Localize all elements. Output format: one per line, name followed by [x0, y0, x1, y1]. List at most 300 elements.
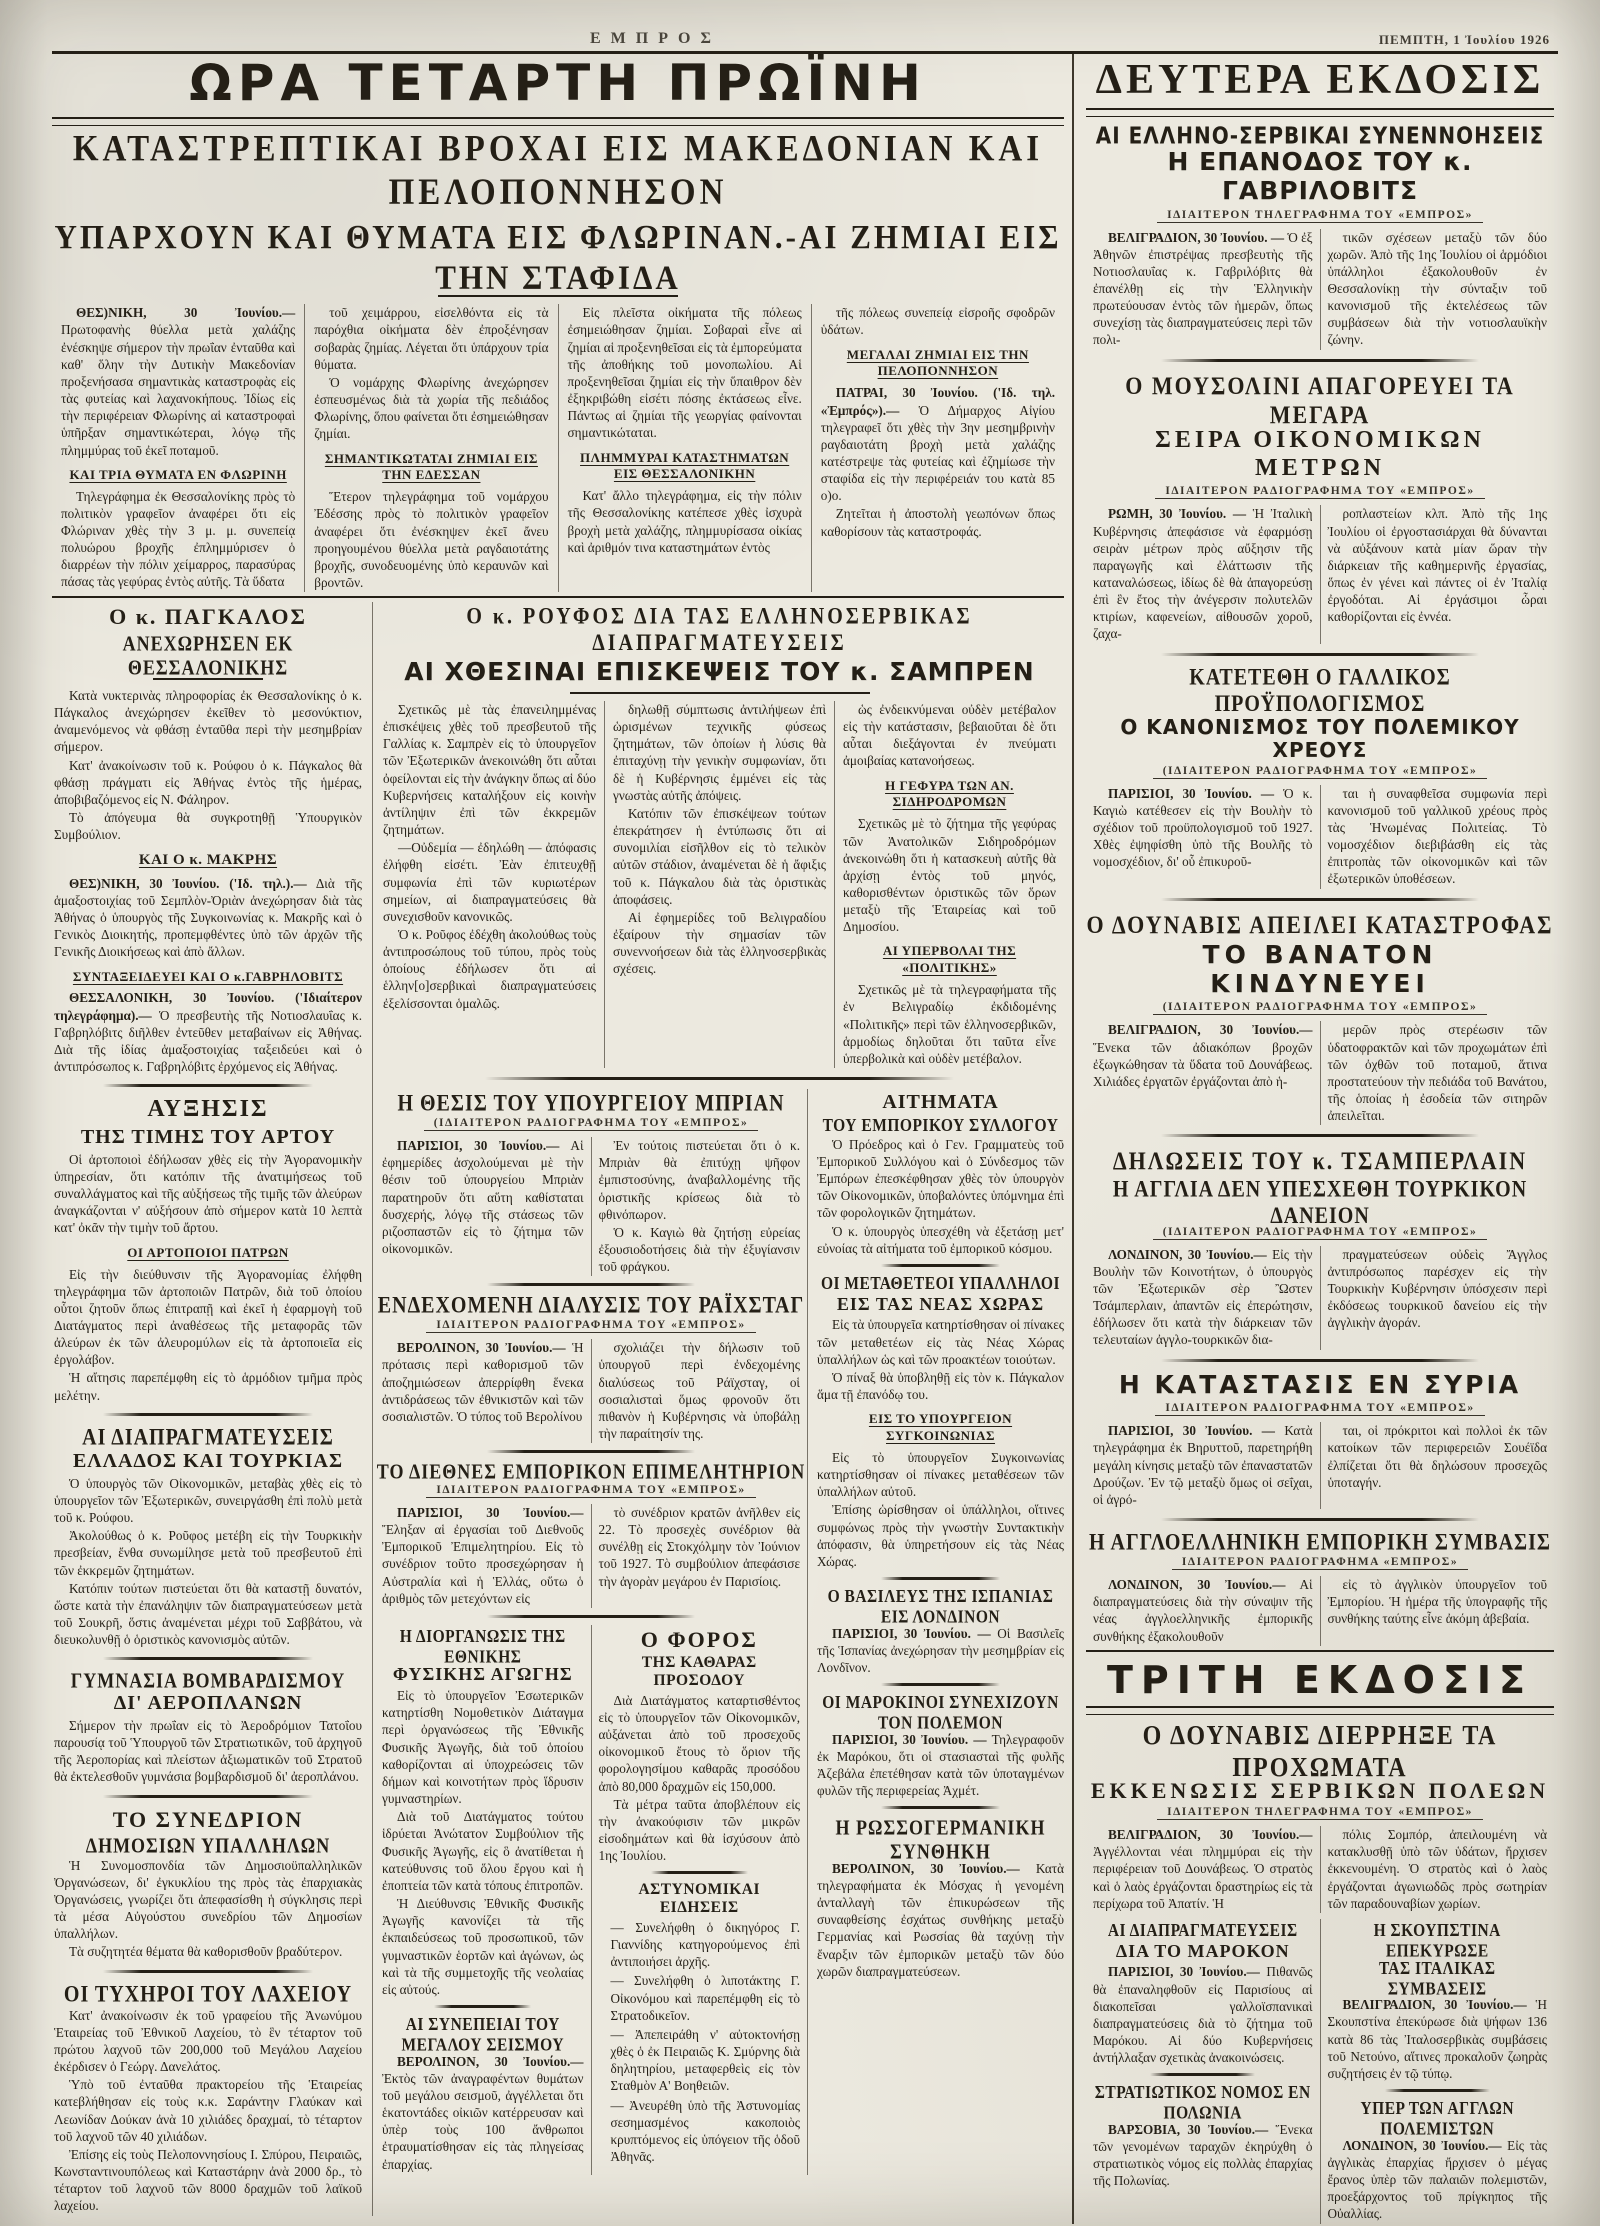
article-income-tax: [599, 1627, 801, 1864]
divider: [103, 1084, 312, 1087]
lottery-headline: ΟΙ ΤΥΧΗΡΟΙ ΤΟΥ ΛΑΧΕΙΟΥ: [63, 1981, 353, 2007]
paragraph: Κατὰ νυκτερινὰς πληροφορίας ἐκ Θεσσαλονίκης ὁ κ. Πάγκαλος ἀνεχώρησεν ἐκεῖθεν τὸ μεσονύκτιον, ἀναμενόμενος νὰ φθάσῃ ἐνταῦθα περὶ τὴν μεσημβρίαν σήμερον.: [54, 687, 362, 755]
mussolini-body: [1086, 505, 1554, 643]
paragraph: [382, 2053, 584, 2173]
paragraph-list: [599, 1339, 801, 1442]
chamberlain-col-right: [1320, 1246, 1555, 1350]
divider: [434, 2005, 531, 2008]
paragraph-list: [314, 488, 548, 591]
congress-headline-2: ΔΗΜΟΣΙΩΝ ΥΠΑΛΛΗΛΩΝ: [85, 1833, 331, 1857]
paragraph: ται ἡ συναφθεῖσα συμφωνία περὶ κανονισμοῦ τοῦ γαλλικοῦ χρέους πρὸς τὰς Ἡνωμένας Πολιτείας. Τὸ νομοσχέδιον διεβιβάσθη εἰς τὰς ἐπιτροπὰς τῶν οἰκονομικῶν καὶ τῶν ἐξωτερικῶν ὑποθέσεων.: [1327, 785, 1547, 887]
paragraph: Εἰς πλεῖστα οἰκήματα τῆς πόλεως ἐσημειώθησαν ζημίαι. Σοβαραὶ εἶνε αἱ ζημίαι αἱ προξενηθεῖσαι εἰς τὰ ἐμπορεύματα τῆς ἀποθήκης τοῦ μονοπωλίου. Αἱ προξενηθεῖσαι ζημίαι εἰς τὴν ὕπαιθρον δὲν ἐξηκριβώθη εἰσέτι πόσης ἐκτάσεως εἶνε. Πάντως αἱ ζημίαι τῆς γεωργίας φαίνονται σημαντικώταται.: [567, 305, 802, 441]
mid-lower: [375, 1089, 1064, 2175]
danube2-headline-1: Ο ΔΟΥΝΑΒΙΣ ΔΙΕΡΡΗΞΕ ΤΑ ΠΡΟΧΩΜΑΤΑ: [1142, 1720, 1498, 1783]
divider: [1161, 1134, 1479, 1137]
paragraph-list: [382, 1687, 584, 1998]
paragraph: [1093, 229, 1313, 349]
article-chamberlain-statements: [1086, 1146, 1554, 1349]
dateline: ΒΕΛΙΓΡΑΔΙΟΝ, 30 Ἰουνίου.—: [1108, 1827, 1313, 1843]
paragraph: δηλωθῇ σύμπτωσις ἀντιλήψεων ἐπὶ ὡρισμένων τεχνικῆς φύσεως ζητημάτων, τῶν ὁποίων ἡ λύσις θὰ ἐπιταχύνῃ τὴν γενικὴν συμφωνίαν, ὅτι δὲ ἡ Κυβέρνησις ἐμμένει εἰς τὰς γνωστὰς αὐτῆς ἀπόψεις.: [613, 701, 826, 803]
paragraph-list: [599, 1137, 801, 1275]
lead-text: Ἕνεκα τῶν ἀδιακόπων βροχῶν ἐξωγκώθησαν τὰ ὕδατα τοῦ Δουνάβεως. Χιλιάδες ἐργατῶν ἐργάζονται ἀπὸ ἡ-: [1093, 1039, 1313, 1089]
physed-headline-1: Η ΔΙΟΡΓΑΝΩΣΙΣ ΤΗΣ ΕΘΝΙΚΗΣ: [399, 1626, 566, 1667]
dateline: ΒΕΛΙΓΡΑΔΙΟΝ, 30 Ἰουνίου.—: [1342, 1997, 1527, 2013]
paragraph: [1093, 505, 1313, 642]
divider: [103, 1413, 312, 1416]
divider: [1086, 108, 1554, 117]
paragraph-list: [1328, 229, 1548, 349]
trade-col-left: [1086, 1576, 1320, 1646]
dateline: ΘΕΣΣΑΛΟΝΙΚΗ, 30 Ἰουνίου. ('Ιδιαίτερον τηλεγράφημα).—: [54, 990, 362, 1023]
right-bottom-right: [1320, 1919, 1555, 2224]
divider: [485, 1077, 954, 1080]
storm-body: [52, 304, 1064, 592]
article-anglo-greek-trade: [1086, 1530, 1554, 1646]
lead-text: Κατὰ τηλεγράφημα ἐκ Βηρυττοῦ, παρετηρήθη μεγάλη κίνησις μεταξὺ τῶν ἐπαναστατῶν Δρούζων. Ἐν τῷ μεταξὺ ὅμως οἱ σεΐχαι, οἱ ἀγρό-: [1093, 1423, 1313, 1507]
dateline: ΛΟΝΔΙΝΟΝ, 30 Ἰουνίου.—: [1108, 1246, 1267, 1262]
center-column: [375, 1089, 807, 2175]
paragraph: Ἀκολούθως ὁ κ. Ροῦφος μετέβη εἰς τὴν Τουρκικὴν πρεσβείαν, ἔνθα συνωμίλησε μετὰ τοῦ πρεσβευτοῦ ἐπὶ τῶν ἐκκρεμῶν ζητημάτων.: [54, 1528, 362, 1578]
quake-headline: ΑΙ ΣΥΝΕΠΕΙΑΙ ΤΟΥ ΜΕΓΑΛΟΥ ΣΕΙΣΜΟΥ: [401, 2014, 565, 2056]
reichstag-kicker: ΙΔΙΑΙΤΕΡΟΝ ΡΑΔΙΟΓΡΑΦΗΜΑ ΤΟΥ «ΕΜΠΡΟΣ»: [426, 1319, 755, 1333]
right-bottom-columns: [1086, 1919, 1554, 2224]
lead-text: Αἱ ἐφημερίδες ἀσχολούμεναι μὲ τὴν θέσιν τοῦ ὑπουργείου Μπριὰν παρατηροῦν ὅτι αὕτη καθίσταται δυσχερής, λόγῳ τῆς στάσεως τῶν ριζοσπαστῶν εἰς τὸ ζήτημα τῶν οἰκονομικῶν.: [382, 1138, 584, 1256]
storm-col-4: [811, 304, 1064, 592]
sambren-headline: ΑΙ ΧΘΕΣΙΝΑΙ ΕΠΙΣΚΕΨΕΙΣ ΤΟΥ κ. ΣΑΜΠΡΕΝ: [404, 657, 1035, 687]
lead-text: Πρωτοφανὴς θύελλα μετὰ χαλάζης ἐνέσκηψε σήμερον τὴν πρωΐαν ἐνταῦθα καὶ καθ' ὅλην τὴν Δυτικὴν Μακεδονίαν προξενήσασα σημαντικὰς καταστροφὰς εἰς τὰς φυτείας καὶ λαχανοκήπους. Ἰδίως εἰς τὴν περιφέρειαν Φλωρίνης αἱ καταστροφαὶ ὑπῆρξαν σημαντικώτεραι, λόγῳ τῆς πλημμύρας τοῦ ἐκεῖ ποταμοῦ.: [61, 322, 296, 458]
article-danube-threat: [1086, 910, 1554, 1126]
dateline: ΠΑΤΡΑΙ, 30 Ἰουνίου. ('Ιδ. τηλ. «Ἐμπρός»).—: [820, 385, 1055, 418]
lead-text: Ἔληξαν αἱ ἐργασίαι τοῦ Διεθνοῦς Ἐμπορικοῦ Ἐπιμελητηρίου. Εἰς τὸ συνέδριον τοῦτο προσεχώρησαν ἡ Αὐστραλία καὶ ἡ Ἑλλάς, οὕτω ὁ ἀριθμὸς τῶν μετεχόντων εἰς: [382, 1522, 584, 1606]
paragraph: [817, 1731, 1064, 1800]
lead-text: Ὁ πρεσβευτὴς τῆς Νοτιοσλαυΐας κ. Γαβρηλόβιτς διῆλθεν ἐντεῦθεν μεταβαίνων εἰς Ἀθήνας. Διὰ τῆς ἰδίας ἁμαξοστοιχίας ταξειδεύει καὶ ὁ ἀντιπρόσωπος κ. Γαβρηλόβιτς ἐρχόμενος εἰς Ἀθήνας.: [54, 1007, 362, 1075]
paragraph-list: [314, 304, 548, 442]
chamber-body: [375, 1504, 807, 1608]
paragraph: Ἕτερον τηλεγράφημα τοῦ νομάρχου Ἐδέσσης πρὸς τὸ πολιτικὸν γραφεῖον ἀναφέρει ὅτι ἐνέσκηψεν ἐκεῖ ἄνευ προηγουμένου θύελλα μετὰ ραγδαιοτάτης βροχῆς, συνοδευομένης ὑπὸ κεραυνῶν καὶ βροντῶν.: [314, 489, 549, 591]
article-earthquake: [382, 2015, 584, 2173]
paragraph: Σήμερον τὴν πρωΐαν εἰς τὸ Ἀεροδρόμιον Τατοΐου παρουσίᾳ τοῦ Ὑπουργοῦ τῶν Στρατιωτικῶν, τοῦ ἀρχηγοῦ τῆς Ἀεροπορίας καὶ πλείστων ἀξιωματικῶν τοῦ Στρατοῦ θὰ ἐκτελεσθοῦν γυμνάσια βομβαρδισμοῦ δι' ἀεροπλάνου.: [54, 1718, 362, 1785]
paragraph-list: [1328, 1826, 1548, 1912]
bread-headline-2: ΤΗΣ ΤΙΜΗΣ ΤΟΥ ΑΡΤΟΥ: [80, 1125, 336, 1148]
mussolini-kicker: ΙΔΙΑΙΤΕΡΟΝ ΡΑΔΙΟΓΡΑΦΗΜΑ ΤΟΥ «ΕΜΠΡΟΣ»: [1155, 485, 1484, 499]
paragraph: Διὰ τοῦ Διατάγματος τούτου ἱδρύεται Ἀνώτατον Συμβούλιον τῆς Φυσικῆς Ἀγωγῆς, εἰς ὃ ἀνατίθεται ἡ κατεύθυνσις τοῦ ὅλου ἔργου καὶ ἡ ἐποπτεία τῶν κατὰ τόπους ἐπιτροπῶν.: [382, 1809, 584, 1893]
roufos-col-b: [375, 701, 604, 1068]
chamber-kicker: ΙΔΙΑΙΤΕΡΟΝ ΡΑΔΙΟΓΡΑΦΗΜΑ ΤΟΥ «ΕΜΠΡΟΣ»: [426, 1484, 755, 1498]
serb-body: [1086, 229, 1554, 350]
paragraph: [382, 1137, 584, 1257]
paragraph-list: [54, 1717, 362, 1786]
danube2-kicker: ΙΔΙΑΙΤΕΡΟΝ ΤΗΛΕΓΡΑΦΗΜΑ ΤΟΥ «ΕΜΠΡΟΣ»: [1157, 1806, 1483, 1820]
article-reichstag: [375, 1293, 807, 1443]
right-bottom-left: [1086, 1919, 1320, 2224]
paragraph: Τὰ συζητητέα θέματα θὰ καθορισθοῦν βραδύτερον.: [69, 1944, 343, 1960]
paragraph: τὸ συνέδριον κρατῶν ἀνῆλθεν εἰς 22. Τὸ προσεχὲς συνέδριον θὰ συνέλθῃ εἰς Στοκχόλμην τὸν Ἰούνιον τοῦ 1927. Τὸ συμβούλιον ἀπεφάσισε τὴν ἀγορὰν μεγάρου ἐν Παρισίοις.: [598, 1504, 800, 1589]
lead-text: Ἐκτὸς τῶν ἀναγραφέντων θυμάτων τοῦ μεγάλου σεισμοῦ, ἀγγέλλεται ὅτι ἑκατοντάδες οἰκιῶν κατέρρευσαν καὶ ὑπὲρ τοὺς 100 ἄνθρωποι ἐτραυματίσθησαν εἰς τὰς πληγείσας ἐπαρχίας.: [382, 2070, 584, 2172]
police-item: — Συνελήφθη ὁ δικηγόρος Γ. Γιαννίδης κατηγορούμενος ἐπὶ ἀντιποιήσει ἀρχῆς.: [610, 1919, 800, 1970]
subhead: ΣΗΜΑΝΤΙΚΩΤΑΤΑΙ ΖΗΜΙΑΙ ΕΙΣ ΤΗΝ ΕΔΕΣΣΑΝ: [324, 450, 538, 483]
paragraph: Σχετικῶς μὲ τὰ τηλεγραφήματα τῆς ἐν Βελιγραδίῳ ἐκδιδομένης «Πολιτικῆς» περὶ τῶν ἑλληνοσερβικῶν, ἁρμοδίως δηλοῦται ὅτι ταῦτα εἶνε ὑπερβολικὰ καὶ οὐδὲν μετέβαλον.: [843, 982, 1056, 1066]
merchants-headline-1: ΑΙΤΗΜΑΤΑ: [882, 1091, 999, 1114]
article-lottery-winners: [54, 1982, 362, 2215]
police-items: [599, 1919, 801, 2165]
paragraph: Ὑπὸ τοῦ ἐνταῦθα πρακτορείου τῆς Ἑταιρείας κατεβλήθησαν εἰς τοὺς κ.κ. Σαράντην Γλαύκαν καὶ Λεωνίδαν Δούκαν ἀνὰ 10 χιλιάδες δραχμαί, τὸ τέταρτον τοῦ λαχνοῦ τῶν 40 χιλιάδων.: [54, 2077, 362, 2144]
lead-text: Ἡ Ἰταλικὴ Κυβέρνησις ἀπεφάσισε νὰ ἐφαρμόσῃ σειρὰν μέτρων πρὸς αὔξησιν τῆς παραγωγῆς καὶ ἐλάττωσιν τῆς καταναλώσεως, ἰδίως δὲ θὰ ἀπαγορεύσῃ ἐπὶ ἓν ἔτος τὴν ἀνέγερσιν πολυτελῶν κτιρίων, καφενείων, αἰθουσῶν χοροῦ, ζαχα-: [1093, 506, 1313, 642]
chamber-headline: ΤΟ ΔΙΕΘΝΕΣ ΕΜΠΟΡΙΚΟΝ ΕΠΙΜΕΛΗΤΗΡΙΟΝ: [376, 1460, 806, 1484]
paragraph: ται, οἱ πρόκριτοι καὶ πολλοὶ ἐκ τῶν κατοίκων τῶν περιφερειῶν Σουέϊδα ἐλπίζεται ὅτι θὰ δηλώσουν προσεχῶς ὑποταγήν.: [1327, 1423, 1547, 1490]
paragraph: Τὸ ἀπόγευμα θὰ συγκροτηθῇ Ὑπουργικὸν Συμβούλιον.: [54, 809, 362, 843]
veterans-headline: ΥΠΕΡ ΤΩΝ ΑΓΓΛΩΝ ΠΟΛΕΜΙΣΤΩΝ: [1360, 2098, 1515, 2140]
article-moroccans-continue-war: [817, 1693, 1064, 1799]
budget-kicker: (ΙΔΙΑΙΤΕΡΟΝ ΡΑΔΙΟΓΡΑΦΗΜΑ ΤΟΥ «ΕΜΠΡΟΣ»: [1153, 765, 1488, 779]
chamberlain-headline-1: ΔΗΛΩΣΕΙΣ ΤΟΥ κ. ΤΣΑΜΠΕΡΛΑΙΝ: [1112, 1146, 1528, 1176]
article-storms: [52, 128, 1064, 592]
morocco-neg-headline-2: ΔΙΑ ΤΟ ΜΑΡΟΚΟΝ: [1115, 1940, 1290, 1961]
transfers-headline-2: ΕΙΣ ΤΑΣ ΝΕΑΣ ΧΩΡΑΣ: [836, 1293, 1045, 1314]
dateline: ΠΑΡΙΣΙΟΙ, 30 Ἰουνίου. —: [1108, 785, 1275, 801]
storm-headline-2: ΥΠΑΡΧΟΥΝ ΚΑΙ ΘΥΜΑΤΑ ΕΙΣ ΦΛΩΡΙΝΑΝ.-ΑΙ ΖΗΜΙΑΙ ΕΙΣ ΤΗΝ ΣΤΑΦΙΔΑ: [54, 216, 1062, 297]
chamberlain-kicker: (ΙΔΙΑΙΤΕΡΟΝ ΡΑΔΙΟΓΡΑΦΗΜΑ ΤΟΥ «ΕΜΠΡΟΣ»: [1153, 1226, 1488, 1240]
danube-col-left: [1086, 1021, 1320, 1125]
divider: [1161, 1359, 1479, 1362]
lead-text: Οἱ Βασιλεῖς τῆς Ἱσπανίας ἀνεχώρησαν τὴν μεσημβρίαν εἰς Λονδῖνον.: [817, 1625, 1065, 1676]
paragraph-list: [817, 1316, 1064, 1403]
issue-date: ΠΕΜΠΤΗ, 1 Ἰουλίου 1926: [1378, 32, 1550, 47]
danube2-col-left: [1086, 1826, 1320, 1913]
paragraph: Ὁ πίναξ θὰ ὑποβληθῇ εἰς τὸν κ. Πάγκαλον ἅμα τῇ ἐπανόδῳ του.: [817, 1369, 1064, 1403]
paragraph: Ἡ Συνομοσπονδία τῶν Δημοσιοϋπαλληλικῶν Ὀργανώσεων, δι' ἐγκυκλίου της πρὸς τὰς ἐπαρχιακὰς Ὀργανώσεις, γνωρίζει ὅτι ἀπεφασίσθη ἡ σύγκλησις περὶ τὰ μέσα Αὐγούστου συνεδρίου τῶν Δημοσίων ὑπαλλήλων.: [54, 1857, 362, 1942]
paragraph: Εἰς τὰ ὑπουργεῖα κατηρτίσθησαν οἱ πίνακες τῶν μεταθετέων εἰς τὰς Νέας Χώρας ὑπαλλήλων ὡς καὶ τῶν προακτέων τοιούτων.: [817, 1317, 1064, 1367]
trade-kicker: ΙΔΙΑΙΤΕΡΟΝ ΡΑΔΙΟΓΡΑΦΗΜΑ «ΕΜΠΡΟΣ»: [1172, 1556, 1468, 1570]
police-headline: ΑΣΤΥΝΟΜΙΚΑΙ ΕΙΔΗΣΕΙΣ: [638, 1881, 761, 1917]
page-columns: [52, 54, 1558, 2224]
dateline: ΒΕΡΟΛΙΝΟΝ, 30 Ἰουνίου.—: [397, 1340, 566, 1356]
paragraph-list: [54, 1857, 362, 1961]
paragraph: [1093, 1576, 1313, 1645]
reichstag-body: [375, 1339, 807, 1443]
syria-col-left: [1086, 1422, 1320, 1509]
paragraph: Διὰ Διατάγματος καταρτισθέντος εἰς τὸ ὑπουργεῖον τῶν Οἰκονομικῶν, αὐξάνεται ἀπὸ τοῦ προσεχοῦς οἰκονομικοῦ ἔτους τὸ ὅριον τῆς φορολογησίμου καθαρᾶς προσόδου ἀπὸ 80,000 δραχμῶν εἰς 150,000.: [598, 1692, 800, 1794]
divider: [881, 1683, 1000, 1686]
paragraph: Ἐν τούτοις πιστεύεται ὅτι ὁ κ. Μπριὰν θὰ ἐπιτύχῃ ψῆφον ἐμπιστοσύνης, ἀναβαλλομένης τῆς ὁριστικῆς κρίσεως διὰ τὸ φθινόπωρον.: [598, 1138, 800, 1222]
paragraph-list: [568, 487, 802, 556]
lead-text: Εἰς τὴν Βουλὴν τῶν Κοινοτήτων, ὁ ὑπουργὸς τῶν Ἐξωτερικῶν σὲρ Ὢστεν Τσάμπερλαιν, ἀπαντῶν εἰς ἐπερώτησιν, ἐδήλωσεν ὅτι κατὰ τὴν διάρκειαν τῶν τελευταίων ἀγγλο-τουρκικῶν δια-: [1093, 1246, 1313, 1348]
dateline: ΛΟΝΔΙΝΟΝ, 30 Ἰουνίου.—: [1108, 1577, 1286, 1593]
morocco-war-headline: ΟΙ ΜΑΡΟΚΙΝΟΙ ΣΥΝΕΧΙΖΟΥΝ ΤΟΝ ΠΟΛΕΜΟΝ: [822, 1693, 1059, 1734]
paragraph: [1093, 785, 1313, 871]
transfers-headline-1: ΟΙ ΜΕΤΑΘΕΤΕΟΙ ΥΠΑΛΛΗΛΟΙ: [820, 1273, 1061, 1294]
roufos-col-c: [604, 701, 834, 1068]
paragraph: [61, 304, 295, 458]
paragraph-list: [54, 2007, 362, 2215]
paragraph: [382, 1339, 584, 1425]
paragraph-list: [1328, 1246, 1548, 1332]
lead-text: Πιθανῶς θὰ ἐπαναληφθοῦν εἰς Παρισίους αἱ διακοπεῖσαι γαλλοϊσπανικαὶ διαπραγματεύσεις διὰ τὸ ζήτημα τοῦ Μαρόκου. Αἱ δύο Κυβερνήσεις ἀντήλλαξαν σχετικὰς ἀνακοινώσεις.: [1093, 1964, 1313, 2066]
merchants-headline-2: ΤΟΥ ΕΜΠΟΡΙΚΟΥ ΣΥΛΛΟΓΟΥ: [822, 1116, 1059, 1136]
danube-col-right: [1320, 1021, 1555, 1125]
roufos-col-d: [834, 701, 1064, 1068]
physed-headline-2: ΦΥΣΙΚΗΣ ΑΓΩΓΗΣ: [392, 1664, 573, 1685]
divider: [1150, 2073, 1255, 2076]
mussolini-col-right: [1320, 505, 1555, 643]
article-bombing-drills: [54, 1669, 362, 1785]
dateline: ΠΑΡΙΣΙΟΙ, 30 Ἰουνίου. —: [1108, 1423, 1275, 1439]
subhead: ΚΑΙ Ο κ. ΜΑΚΡΗΣ: [138, 852, 278, 869]
paragraph: ὡς ἐνδεικνύμεναι οὐδὲν μετέβαλον εἰς τὴν κατάστασιν, βεβαιοῦται δὲ ὅτι αὗται διεξάγονται ἐν πνεύματι ἀμοιβαίας κατανοήσεως.: [843, 701, 1056, 769]
briand-body: [375, 1137, 807, 1276]
article-merchants-association: [817, 1091, 1064, 1257]
serb-col-right: [1320, 229, 1555, 350]
divider: [52, 596, 1064, 598]
paragraph: [1093, 1826, 1313, 1912]
paragraph-list: [1328, 785, 1548, 888]
subhead: ΠΛΗΜΜΥΡΑΙ ΚΑΤΑΣΤΗΜΑΤΩΝ ΕΙΣ ΘΕΣΣΑΛΟΝΙΚΗΝ: [580, 449, 790, 482]
article-civil-servants-congress: [54, 1807, 362, 1961]
dateline: ΘΕΣ)ΝΙΚΗ, 30 Ἰουνίου. ('Ιδ. τηλ.).—: [69, 875, 307, 891]
roufos-kicker-headline: Ο κ. ΡΟΥΦΟΣ ΔΙΑ ΤΑΣ ΕΛΛΗΝΟΣΕΡΒΙΚΑΣ ΔΙΑΠΡΑΓΜΑΤΕΥΣΕΙΣ: [466, 604, 973, 656]
center-half-row: [375, 1625, 807, 2175]
subhead: ΣΥΝΤΑΞΕΙΔΕΥΕΙ ΚΑΙ Ο κ.ΓΑΒΡΗΛΟΒΙΤΣ: [72, 968, 344, 984]
paragraph-list: [54, 687, 362, 843]
paragraph: πόλις Σομπόρ, ἀπειλουμένη νὰ κατακλυσθῇ ὑπὸ τῶν ὑδάτων, ἤρχισεν ἐκκενουμένη. Ὁ στρατὸς καὶ ὁ λαὸς ἐργάζονται ἀγωνιωδῶς πρὸς σωτηρίαν τῶν παραδουναβίων χωρίων.: [1327, 1827, 1547, 1911]
paragraph: [817, 1625, 1064, 1676]
paragraph: Αἱ ἐφημερίδες τοῦ Βελιγραδίου ἐξαίρουν τὴν σημασίαν τῶν συνεννοήσεων διὰ τὰς ἑλληνοσερβικὰς σχέσεις.: [613, 909, 826, 977]
column-d: [807, 1089, 1064, 2175]
article-greek-turkish-negotiations: [54, 1425, 362, 1649]
trade-col-right: [1320, 1576, 1555, 1646]
paragraph: [1093, 1963, 1313, 2066]
mussolini-headline-2: ΣΕΙΡΑ ΟΙΚΟΝΟΜΙΚΩΝ ΜΕΤΡΩΝ: [1155, 427, 1485, 481]
paragraph-list: [1328, 1576, 1548, 1627]
article-briand: [375, 1091, 807, 1276]
dateline: ΠΑΡΙΣΙΟΙ, 30 Ἰουνίου.—: [397, 1504, 584, 1520]
section-main: [52, 54, 1072, 2224]
paragraph: Ὁ Πρόεδρος καὶ ὁ Γεν. Γραμματεὺς τοῦ Ἐμπορικοῦ Συλλόγου καὶ ὁ Σύνδεσμος τῶν Ἐμπόρων ἐπεσκέφθησαν χθὲς τὸν ὑπουργὸν τῶν Οἰκονομικῶν, ὑποβαλόντες ὑπόμνημα ἐπὶ τῶν φορολογικῶν ζητημάτων.: [817, 1136, 1064, 1221]
divider: [103, 1795, 312, 1798]
newspaper-title: ΕΜΠΡΟΣ: [590, 30, 721, 47]
paragraph: Ἡ Διεύθυνσις Ἐθνικῆς Φυσικῆς Ἀγωγῆς κανονίζει τὰ τῆς ἐκπαιδεύσεως τοῦ προσωπικοῦ, τῶν γυμναστικῶν ἑορτῶν καὶ ἀγώνων, ὡς καὶ τὰ τῆς συμμετοχῆς τῆς νεολαίας εἰς αὐτούς.: [382, 1896, 584, 1997]
divider: [881, 1264, 1000, 1267]
paragraph: τοῦ χειμάρρου, εἰσελθόντα εἰς τὰ παρόχθια οἰκήματα δὲν ἐπροξένησαν σοβαρὰς ζημίας. Λέγεται ὅτι ὑπάρχουν τρία θύματα.: [314, 305, 549, 372]
bread-headline-1: ΑΥΞΗΣΙΣ: [147, 1096, 269, 1123]
serb-kicker: ΙΔΙΑΙΤΕΡΟΝ ΤΗΛΕΓΡΑΦΗΜΑ ΤΟΥ «ΕΜΠΡΟΣ»: [1157, 209, 1483, 223]
pangalos-headline-1: Ο κ. ΠΑΓΚΑΛΟΣ: [109, 604, 307, 630]
congress-headline-1: ΤΟ ΣΥΝΕΔΡΙΟΝ: [112, 1806, 304, 1832]
divider: [1086, 1706, 1554, 1715]
lead-text: Ὁ κ. Καγιὼ κατέθεσεν εἰς τὴν Βουλὴν τὸ σχέδιον τοῦ προϋπολογισμοῦ τοῦ 1927. Χθὲς ἐψηφίσθη ὑπὸ τῆς Βουλῆς τὸ νομοσχέδιον, δι' οὗ ἐπικυροῦ-: [1093, 785, 1313, 870]
tax-column: [591, 1625, 808, 2175]
divider: [103, 1970, 312, 1973]
paragraph: μερῶν πρὸς στερέωσιν τῶν ὑδατοφρακτῶν καὶ τῶν προχωμάτων ἐπὶ τῶν ὀχθῶν τοῦ ποταμοῦ, ἅτινα προστατεύουν τὴν πεδιάδα τοῦ Βανάτου, τῆς ὁποίας ἡ ἐσοδεία τῶν σιτηρῶν ἀπειλεῖται.: [1327, 1022, 1547, 1124]
paragraph: [1093, 1021, 1313, 1090]
paragraph: Οἱ ἀρτοποιοὶ ἐδήλωσαν χθὲς εἰς τὴν Ἀγορανομικὴν ὑπηρεσίαν, ὅτι κατόπιν τῆς ἀνατιμήσεως τοῦ συναλλάγματος καὶ τῆς αὐξήσεως τῆς τιμῆς τῶν ἀλεύρων ἀναγκάζονται ν' αὐξήσουν ἀπὸ σήμερον κατὰ 10 λεπτὰ κατ' ὀκᾶν τὴν τιμὴν τοῦ ἄρτου.: [54, 1151, 362, 1236]
paragraph: ροπλαστείων κλπ. Ἀπὸ τῆς 1ης Ἰουλίου οἱ ἐργοστασιάρχαι θὰ δύνανται νὰ αὐξάνουν κατὰ μίαν ὥραν τὴν διάρκειαν τῆς καθημερινῆς ἐργασίας, ὅπως ἐν γένει καὶ πάντες οἱ ἐν Ἰταλίᾳ ἐργοδόται. Αἱ ἐργάσιμοι ὧραι καθορίζονται εἰς ἐννέα.: [1327, 506, 1547, 625]
police-item: — Ἀνευρέθη ὑπὸ τῆς Ἀστυνομίας σεσημασμένος κακοποιὸς κρυπτόμενος εἰς ὑπόγειον τῆς ὁδοῦ Ἀθηνᾶς.: [610, 2097, 800, 2164]
paragraph-list: [1328, 1021, 1548, 1124]
physed-column: [375, 1625, 591, 2175]
chamberlain-body: [1086, 1246, 1554, 1350]
bombing-headline-2: ΔΙ' ΑΕΡΟΠΛΑΝΩΝ: [113, 1692, 303, 1715]
syria-headline: Η ΚΑΤΑΣΤΑΣΙΣ ΕΝ ΣΥΡΙΑ: [1118, 1369, 1522, 1399]
subhead: ΟΙ ΑΡΤΟΠΟΙΟΙ ΠΑΤΡΩΝ: [127, 1244, 289, 1260]
dateline: ΡΩΜΗ, 30 Ἰουνίου. —: [1108, 506, 1247, 522]
divider: [487, 1615, 694, 1618]
paragraph: Σχετικῶς μὲ τὰς ἐπανειλημμένας ἐπισκέψεις χθὲς τοῦ πρεσβευτοῦ τῆς Γαλλίας κ. Σαμπρὲν εἰς τὸ ὑπουργεῖον τῶν Ἐξωτερικῶν ἀνεκοινώθη ὅτι αὗται ὀφείλονται εἰς τὴν ἀνάγκην ὅπως αἱ δύο Κυβερνήσεις καταλήξουν εἰς κοινὴν ἀντίληψιν ἐπὶ τῶν ἐκκρεμῶν ζητημάτων.: [383, 701, 596, 838]
divider: [1161, 898, 1479, 901]
masthead: [52, 14, 1558, 48]
divider: [651, 1871, 748, 1874]
second-edition-banner: ΔΕΥΤΕΡΑ ΕΚΔΟΣΙΣ: [1095, 57, 1545, 103]
paragraph: Σχετικῶς μὲ τὸ ζήτημα τῆς γεφύρας τῶν Ἀνατολικῶν Σιδηροδρόμων ἀνεκοινώθη ὅτι ἡ κατασκευὴ αὐτῆς θὰ ἀρχίσῃ ἐντὸς τοῦ μηνός, καθορισθέντων ὁριστικῶς τῶν ὅρων μεταξὺ τῆς Ἑταιρείας καὶ τοῦ Δημοσίου.: [843, 816, 1056, 935]
article-danube-breach: [1086, 1721, 1554, 1913]
paragraph: Ὁ κ. Ροῦφος ἐδέχθη ἀκολούθως τοὺς ἀντιπροσώπους τοῦ τύπου, πρὸς τοὺς ὁποίους ἐδήλωσεν ὅτι αἱ ἑλλην[ο]σερβικαὶ διαπραγματεύσεις ἐξελίσσονται ὁμαλῶς.: [383, 927, 596, 1011]
lead-text: Διὰ τῆς ἁμαξοστοιχίας τοῦ Σεμπλὸν-Ὀριὰν ἀνεχώρησαν διὰ τὰς Ἀθήνας ὁ ὑπουργὸς τῆς Συγκοινωνίας κ. Μακρῆς καὶ ὁ Γενικὸς Διοικητής, προπεμφθέντες ὑπὸ τῶν ἀρχῶν τῆς Γενικῆς Διοικήσεως καὶ ἀπὸ ἄλλων.: [54, 875, 363, 960]
paragraph: Ἡ αἴτησις παρεπέμφθη εἰς τὸ ἁρμόδιον τμῆμα πρὸς μελέτην.: [54, 1370, 362, 1403]
paragraph-list: [1328, 1422, 1548, 1491]
police-item: — Ἀπεπειράθη ν' αὐτοκτονήσῃ χθὲς ὁ ἐκ Πειραιῶς Κ. Σμύρνης διὰ δηλητηρίου, μεταφερθεὶς εἰς τὸν Σταθμὸν Α' Βοηθειῶν.: [610, 2026, 800, 2094]
morocco-neg-headline-1: ΑΙ ΔΙΑΠΡΑΓΜΑΤΕΥΣΕΙΣ: [1107, 1920, 1298, 1941]
divider: [52, 117, 1064, 126]
budget-col-left: [1086, 785, 1320, 889]
divider: [1385, 2089, 1490, 2092]
tax-headline-1: Ο ΦΟΡΟΣ: [640, 1626, 758, 1652]
danube-kicker: (ΙΔΙΑΙΤΕΡΟΝ ΡΑΔΙΟΓΡΑΦΗΜΑ ΤΟΥ «ΕΜΠΡΟΣ»: [1153, 1001, 1488, 1015]
roufos-body: [375, 701, 1064, 1068]
article-transferred-employees: [817, 1274, 1064, 1570]
dateline: ΛΟΝΔΙΝΟΝ, 30 Ἰουνίου.—: [1342, 2137, 1502, 2153]
lead-text: Αἱ διαπραγματεύσεις διὰ τὴν σύναψιν τῆς νέας ἀγγλοελληνικῆς ἐμπορικῆς συνθήκης ἐξακολουθοῦν: [1093, 1577, 1313, 1644]
storm-col-2: [304, 304, 557, 592]
paragraph: [1093, 1422, 1313, 1508]
serb-col-left: [1086, 229, 1320, 350]
reichstag-col-right: [591, 1339, 808, 1443]
edition-banner-4am: ΩΡΑ ΤΕΤΑΡΤΗ ΠΡΩΪΝΗ: [189, 54, 927, 112]
divider: [103, 1657, 312, 1660]
pangalos-headline-2: ΑΝΕΧΩΡΗΣΕΝ ΕΚ ΘΕΣΣΑΛΟΝΙΚΗΣ: [122, 631, 294, 679]
briand-col-left: [375, 1137, 591, 1276]
subhead: ΜΕΓΑΛΑΙ ΖΗΜΙΑΙ ΕΙΣ ΤΗΝ ΠΕΛΟΠΟΝΝΗΣΟΝ: [846, 346, 1029, 379]
storm-col-1: [52, 304, 304, 592]
divider: [1161, 359, 1479, 362]
article-english-veterans: [1328, 2099, 1548, 2222]
danube-body: [1086, 1021, 1554, 1125]
storm-headline-1: ΚΑΤΑΣΤΡΕΠΤΙΚΑΙ ΒΡΟΧΑΙ ΕΙΣ ΜΑΚΕΔΟΝΙΑΝ ΚΑΙ ΠΕΛΟΠΟΝΝΗΣΟΝ: [72, 129, 1044, 214]
subhead: Η ΓΕΦΥΡΑ ΤΩΝ ΑΝ. ΣΙΔΗΡΟΔΡΟΜΩΝ: [885, 777, 1014, 810]
article-spanish-king: [817, 1587, 1064, 1676]
paragraph: Ἐπίσης εἰς τοὺς Πελοποννησίους Ι. Σπύρου, Πειραιῶς, Κωνσταντινουπόλεως καὶ Καταστάρην ἀνὰ 2000 δρ., τὸ τέταρτον τοῦ λαχνοῦ τῶν 8000 δραχμῶν τοῦ λαϊκοῦ λαχείου.: [54, 2146, 362, 2214]
serb-headline-2: Η ΕΠΑΝΟΔΟΣ ΤΟΥ κ. ΓΑΒΡΙΛΟΒΙΤΣ: [1167, 147, 1473, 205]
paragraph-list: [821, 505, 1055, 539]
paragraph: Τὰ μέτρα ταῦτα ἀποβλέπουν εἰς τὴν ἀνακούφισιν τῶν μικρῶν εἰσοδημάτων καὶ θὰ ἰσχύσουν ἀπὸ 1ης Ἰουλίου.: [598, 1796, 800, 1864]
paragraph-list: [383, 701, 596, 1012]
divider: [487, 1283, 694, 1286]
divider: [1086, 1650, 1554, 1652]
reichstag-col-left: [375, 1339, 591, 1443]
section-second-edition: [1072, 54, 1558, 2224]
article-french-budget: [1086, 665, 1554, 889]
lead-text: Ὁ Δήμαρχος Αἰγίου τηλεγραφεῖ ὅτι χθὲς τὴν 3ην μεσημβρινὴν ραγδαιοτάτη βροχὴ μετὰ χαλάζης κατέστρεψε τὰς φυτείας καὶ ἐζημίωσε τὴν σταφίδα εἰς τὴν περιφέρειάν του κατὰ 85 ο)ο.: [820, 402, 1055, 504]
paragraph-list: [54, 1266, 362, 1404]
reichstag-headline: ΕΝΔΕΧΟΜΕΝΗ ΔΙΑΛΥΣΙΣ ΤΟΥ ΡΑΪΧΣΤΑΓ: [377, 1293, 805, 1319]
subhead: ΚΑΙ ΤΡΙΑ ΘΥΜΑΤΑ ΕΝ ΦΛΩΡΙΝΗ: [69, 466, 287, 482]
paragraph: [1328, 2137, 1548, 2223]
subhead: ΕΙΣ ΤΟ ΥΠΟΥΡΓΕΙΟΝ ΣΥΓΚΟΙΝΩΝΙΑΣ: [868, 1411, 1013, 1444]
lead-text: Ἡ πρότασις περὶ καθορισμοῦ τῶν ἀποζημιώσεων ἀπερρίφθη ἕνεκα ἀντιδράσεως τῶν ἐθνικιστῶν καὶ τῶν σοσιαλιστῶν. Ὁ τύπος τοῦ Βερολίνου: [382, 1340, 584, 1424]
paragraph: Εἰς τὸ ὑπουργεῖον Συγκοινωνίας κατηρτίσθησαν οἱ πίνακες μεταθέσεων τῶν ὑπαλλήλων αὐτοῦ.: [817, 1450, 1064, 1500]
paragraph-list: [843, 701, 1056, 770]
paragraph-list: [61, 488, 295, 591]
paragraph: [1328, 1996, 1548, 2082]
paragraph: Κατ' ἀνακοίνωσιν ἐκ τοῦ γραφείου τῆς Ἀνωνύμου Ἑταιρείας τοῦ Ἐθνικοῦ Λαχείου, τὸ ἓν τέταρτον τοῦ πρώτου λαχνοῦ τῶν 200,000 τοῦ Μεγάλου Λαχείου ἐκέρδισεν ὁ Γεώργ. Δανελάτος.: [54, 2007, 362, 2075]
skupstina-headline-1: Η ΣΚΟΥΠΣΤΙΝΑ ΕΠΕΚΥΡΩΣΕ: [1373, 1920, 1501, 1961]
lead-text: Ὁ ἐξ Ἀθηνῶν ἐπιστρέψας πρεσβευτὴς τῆς Νοτιοσλαυΐας κ. Γαβριλόβιτς θὰ ἐπανέλθῃ εἰς τὴν Ἑλληνικὴν πρωτεύουσαν ἐντὸς τῶν ἡμερῶν, ὅπως συνεχίσῃ τὰς διαπραγματεύσεις περὶ τῶν πολι-: [1093, 229, 1313, 348]
paragraph-list: [568, 304, 802, 441]
danube2-headline-2: ΕΚΚΕΝΩΣΙΣ ΣΕΡΒΙΚΩΝ ΠΟΛΕΩΝ: [1090, 1777, 1550, 1803]
paragraph: [382, 1504, 584, 1607]
chamberlain-headline-2: Η ΑΓΓΛΙΑ ΔΕΝ ΥΠΕΣΧΕΘΗ ΤΟΥΡΚΙΚΟΝ ΔΑΝΕΙΟΝ: [1112, 1176, 1528, 1229]
paragraph: Εἰς τὸ ὑπουργεῖον Ἐσωτερικῶν κατηρτίσθη Νομοθετικὸν Διάταγμα περὶ ὀργανώσεως τῆς Ἐθνικῆς Φυσικῆς Ἀγωγῆς, διὰ τοῦ ὁποίου καθορίζονται αἱ ὑποχρεώσεις τῶν δήμων καὶ κοινοτήτων πρὸς ἵδρυσιν γυμναστηρίων.: [382, 1688, 584, 1807]
paragraph: εἰς τὸ ἀγγλικὸν ὑπουργεῖον τοῦ Ἐμπορίου. Ἡ ἡμέρα τῆς ὑπογραφῆς τῆς συνθήκης ταύτης εἶνε ἀκόμη ἀβεβαία.: [1327, 1577, 1547, 1627]
trade-body: [1086, 1576, 1554, 1646]
article-mussolini-measures: [1086, 371, 1554, 644]
budget-headline-2: Ο ΚΑΝΟΝΙΣΜΟΣ ΤΟΥ ΠΟΛΕΜΙΚΟΥ ΧΡΕΟΥΣ: [1120, 714, 1520, 762]
bombing-headline-1: ΓΥΜΝΑΣΙΑ ΒΟΜΒΑΡΔΙΣΜΟΥ: [70, 1669, 346, 1693]
danube-headline-2: ΤΟ ΒΑΝΑΤΟΝ ΚΙΝΔΥΝΕΥΕΙ: [1202, 939, 1438, 998]
dateline: ΘΕΣ)ΝΙΚΗ, 30 Ἰουνίου.—: [76, 305, 296, 321]
paragraph: Κατ' ἄλλο τηλεγράφημα, εἰς τὴν πόλιν τῆς Θεσσαλονίκης κατέπεσε χθὲς ἰσχυρὰ βροχὴ μετὰ χαλάζης, πλημμυρίσασα οἰκίας καὶ ἀριθμόν τινα καταστημάτων ἐντὸς: [567, 488, 802, 555]
article-skupstina-ratification: [1328, 1921, 1548, 2082]
lead-text: Ἕνεκα τῶν γενομένων ταραχῶν ἐκηρύχθη ὁ στρατιωτικὸς νόμος εἰς πολλὰς ἐπαρχίας τῆς Πολωνίας.: [1093, 2122, 1313, 2189]
poland-headline: ΣΤΡΑΤΙΩΤΙΚΟΣ ΝΟΜΟΣ ΕΝ ΠΟΛΩΝΙΑ: [1094, 2083, 1311, 2124]
syria-kicker: ΙΔΙΑΙΤΕΡΟΝ ΡΑΔΙΟΓΡΑΦΗΜΑ ΤΟΥ «ΕΜΠΡΟΣ»: [1155, 1402, 1484, 1416]
mid-row: [52, 602, 1064, 2216]
divider: [1161, 1518, 1479, 1521]
article-russo-german-treaty: [817, 1816, 1064, 1979]
paragraph-list: [613, 701, 826, 978]
paragraph-list: [54, 1151, 362, 1237]
paragraph-list: [599, 1504, 801, 1590]
paragraph-list: [599, 1692, 801, 1865]
article-morocco-negotiations: [1093, 1921, 1313, 2066]
headline-underbar: [570, 692, 870, 694]
lead-text: Ἡ Σκουπστίνα ἐπεκύρωσε διὰ ψήφων 136 κατὰ 86 τὰς Ἰταλοσερβικὰς συμβάσεις τοῦ Νετούνο, αἵτινες προκαλοῦν ζωηρὰς συζητήσεις ἐν τῷ τύπῳ.: [1327, 1997, 1547, 2081]
paragraph: Ὁ κ. Καγιὼ θὰ ζητήσῃ εὐρείας ἐξουσιοδοτήσεις διὰ τὴν ἐξυγίανσιν τοῦ φράγκου.: [598, 1224, 800, 1275]
paragraph: [1093, 2121, 1313, 2190]
paragraph: [1093, 1246, 1313, 1349]
paragraph-list: [821, 304, 1055, 338]
divider: [1161, 653, 1479, 656]
briand-col-right: [591, 1137, 808, 1276]
skupstina-headline-2: ΤΑΣ ΙΤΑΛΙΚΑΣ ΣΥΜΒΑΣΕΙΣ: [1378, 1958, 1496, 1999]
briand-kicker: (ΙΔΙΑΙΤΕΡΟΝ ΡΑΔΙΟΓΡΑΦΗΜΑ ΤΟΥ «ΕΜΠΡΟΣ»: [424, 1117, 759, 1131]
subhead: ΑΙ ΥΠΕΡΒΟΛΑΙ ΤΗΣ «ΠΟΛΙΤΙΚΗΣ»: [882, 943, 1017, 976]
paragraph: [54, 989, 362, 1075]
budget-headline-1: ΚΑΤΕΤΕΘΗ Ο ΓΑΛΛΙΚΟΣ ΠΡΟΫΠΟΛΟΓΙΣΜΟΣ: [1189, 664, 1451, 717]
danube-headline-1: Ο ΔΟΥΝΑΒΙΣ ΑΠΕΙΛΕΙ ΚΑΤΑΣΤΡΟΦΑΣ: [1086, 909, 1554, 939]
mussolini-headline-1: Ο ΜΟΥΣΟΛΙΝΙ ΑΠΑΓΟΡΕΥΕΙ ΤΑ ΜΕΓΑΡΑ: [1125, 370, 1515, 429]
negotiations-headline-1: ΑΙ ΔΙΑΠΡΑΓΜΑΤΕΥΣΕΙΣ: [82, 1424, 334, 1451]
danube2-body: [1086, 1826, 1554, 1913]
third-edition-banner: ΤΡΙΤΗ ΕΚΔΟΣΙΣ: [1106, 1657, 1534, 1702]
syria-col-right: [1320, 1422, 1555, 1509]
article-martial-law-poland: [1093, 2083, 1313, 2189]
article-bread-price: [54, 1096, 362, 1404]
lead-text: Ἀγγέλλονται νέαι πλημμύραι εἰς τὴν περιφέρειαν τοῦ Δουνάβεως. Ὁ στρατὸς καὶ ὁ λαὸς ἐργάζονται δραστηρίως εἰς τὰ περίχωρα τοῦ Ἀπατίν. Ἡ: [1093, 1844, 1313, 1911]
dateline: ΠΑΡΙΣΙΟΙ, 30 Ἰουνίου. —: [832, 1625, 991, 1641]
paragraph: Κατ' ἀνακοίνωσιν τοῦ κ. Ρούφου ὁ κ. Πάγκαλος θὰ φθάσῃ πράγματι εἰς Ἀθήνας ἐντὸς τῆς ἡμέρας, ἀποβιβαζόμενος εἰς Ν. Φάληρον.: [54, 757, 362, 807]
briand-headline: Η ΘΕΣΙΣ ΤΟΥ ΥΠΟΥΡΓΕΙΟΥ ΜΠΡΙΑΝ: [397, 1091, 785, 1117]
serb-headline-1: ΑΙ ΕΛΛΗΝΟ-ΣΕΡΒΙΚΑΙ ΣΥΝΕΝΝΟΗΣΕΙΣ: [1095, 121, 1545, 150]
paragraph-list: [54, 1475, 362, 1649]
